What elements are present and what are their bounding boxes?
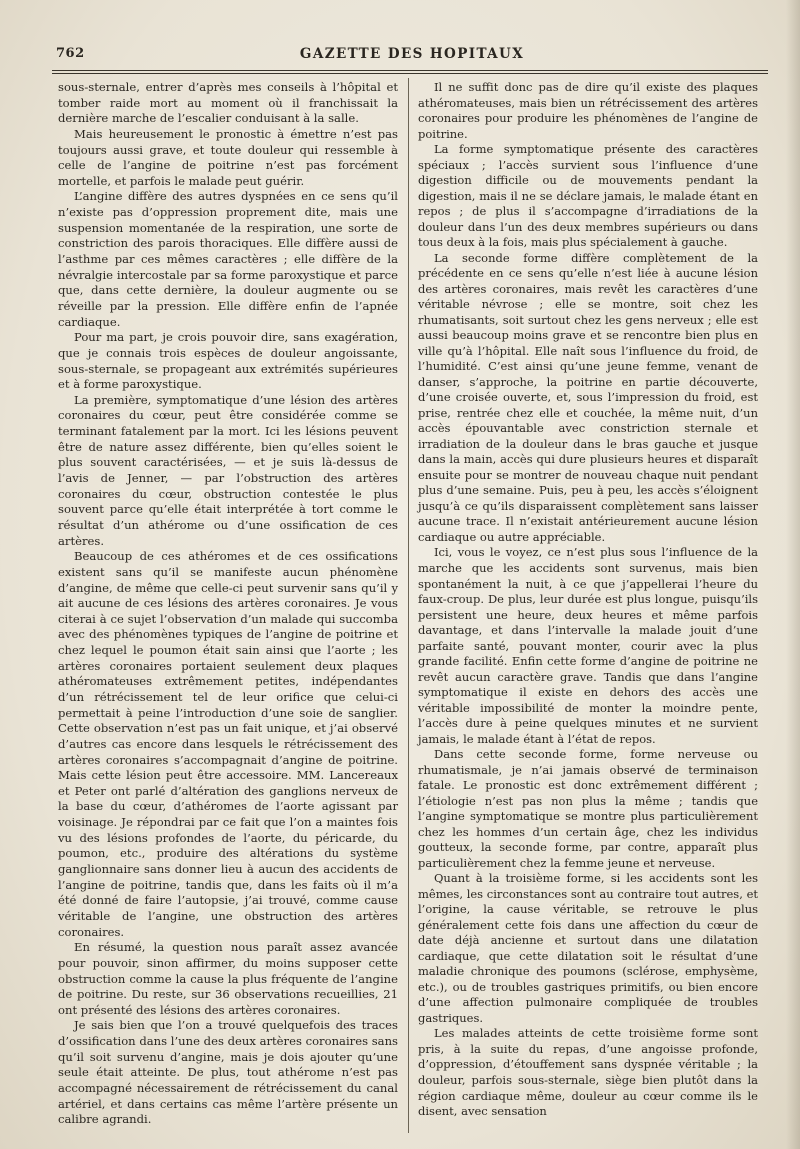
paragraph: En résumé, la question nous paraît assez avancée pour pouvoir, sinon affirmer, du moins supposer cette obstruction comme la cause la plus fréquente de l’angine de poitrine. Du reste, sur 36 observations recueillies, 21 ont présenté des lésions des artères coronaires. xyxy=(58,940,398,1017)
paragraph: Il ne suffit donc pas de dire qu’il existe des plaques athéromateuses, mais bien un rétrécissement des artères coronaires pour produire les phénomènes de l’angine de poitrine. xyxy=(418,80,758,141)
paragraph: Quant à la troisième forme, si les accidents sont les mêmes, les circonstances sont au contraire tout autres, et l’origine, la cause véritable, se retrouve le plus généralement cette fois dans une affection du cœur de date déjà ancienne et surtout dans une dilatation cardiaque, que cette dilatation soit le résultat d’une maladie chronique des poumons (sclérose, emphysème, etc.), ou de troubles gastriques primitifs, ou bien encore d’une affection pulmonaire compliquée de troubles gastriques. xyxy=(418,871,758,1025)
page-header xyxy=(56,46,768,64)
paragraph: La seconde forme diffère complètement de la précédente en ce sens qu’elle n’est liée à aucune lésion des artères coronaires, mais revêt les caractères d’une véritable névrose ; elle se montre, soit chez les rhumatisants, soit surtout chez les gens nerveux ; elle est aussi beaucoup moins grave et se rencontre bien plus en ville qu’à l’hôpital. Elle naît sous l’influence du froid, de l’humidité. C’est ainsi qu’une jeune femme, venant de danser, s’approche, la poitrine en partie découverte, d’une croisée ouverte, et, sous l’impression du froid, est prise, rentrée chez elle et couchée, la même nuit, d’un accès épouvantable avec constriction sternale et irradiation de la douleur dans le bras gauche et jusque dans la main, accès qui dure plusieurs heures et disparaît ensuite pour se montrer de nouveau chaque nuit pendant plus d’une semaine. Puis, peu à peu, les accès s’éloignent jusqu’à ce qu’ils disparaissent complètement sans laisser aucune trace. Il n’existait antérieurement aucune lésion cardiaque ou autre appréciable. xyxy=(418,250,758,544)
paragraph: Ici, vous le voyez, ce n’est plus sous l’influence de la marche que les accidents sont survenus, mais bien spontanément la nuit, à ce que j’appellerai l’heure du faux-croup. De plus, leur durée est plus longue, puisqu’ils persistent une heure, deux heures et même parfois davantage, et dans l’intervalle la malade jouit d’une parfaite santé, pouvant monter, courir avec la plus grande facilité. Enfin cette forme d’angine de poitrine ne revêt aucun caractère grave. Tandis que dans l’angine symptomatique il existe en dehors des accès une véritable impossibilité de monter la moindre pente, l’accès dure à peine quelques minutes et ne survient jamais, le malade étant à l’état de repos. xyxy=(418,545,758,746)
left-column xyxy=(58,80,398,1128)
paragraph: Pour ma part, je crois pouvoir dire, sans exagération, que je connais trois espèces de douleur angoissante, sous-sternale, se propageant aux extrémités supérieures et à forme paroxystique. xyxy=(58,330,398,392)
column-divider xyxy=(408,78,409,1133)
paragraph: Mais heureusement le pronostic à émettre n’est pas toujours aussi grave, et toute douleur qui ressemble à celle de l’angine de poitrine n’est pas forcément mortelle, et parfois le malade peut guérir. xyxy=(58,126,398,188)
paragraph: Les malades atteints de cette troisième forme sont pris, à la suite du repas, d’une angoisse profonde, d’oppression, d’étouffement sans dyspnée véritable ; la douleur, parfois sous-sternale, siège bien plutôt dans la région cardiaque même, douleur au cœur comme ils le disent, avec sensation xyxy=(418,1026,758,1119)
header-rule-thin xyxy=(52,73,768,74)
paragraph: L’angine diffère des autres dyspnées en ce sens qu’il n’existe pas d’oppression proprement dite, mais une suspension momentanée de la respiration, une sorte de constriction des parois thoraciques. Elle diffère aussi de l’asthme par ces mêmes caractères ; elle diffère de la névralgie intercostale par sa forme paroxystique et parce que, dans cette dernière, la douleur augmente ou se réveille par la pression. Elle diffère enfin de l’apnée cardiaque. xyxy=(58,189,398,329)
paragraph: La première, symptomatique d’une lésion des artères coronaires du cœur, peut être considérée comme se terminant fatalement par la mort. Ici les lésions peuvent être de nature assez différente, bien qu’elles soient le plus souvent caractérisées, — et je suis là-dessus de l’avis de Jenner, — par l’obstruction des artères coronaires du cœur, obstruction contestée le plus souvent parce qu’elle était interprétée à tort comme le résultat d’un athérome ou d’une ossification de ces artères. xyxy=(58,392,398,548)
paragraph: Beaucoup de ces athéromes et de ces ossifications existent sans qu’il se manifeste aucun phénomène d’angine, de même que celle-ci peut survenir sans qu’il y ait aucune de ces lésions des artères coronaires. Je vous citerai à ce sujet l’observation d’un malade qui succomba avec des phénomènes typiques de l’angine de poitrine et chez lequel le poumon était sain ainsi que l’aorte ; les artères coronaires portaient seulement deux plaques athéromateuses extrêmement petites, indépendantes d’un rétrécissement tel de leur orifice que celui-ci permettait à peine l’introduction d’une soie de sanglier. Cette observation n’est pas un fait unique, et j’ai observé d’autres cas encore dans lesquels le rétrécissement des artères coronaires s’accompagnait d’angine de poitrine. Mais cette lésion peut être accessoire. MM. Lancereaux et Peter ont parlé d’altération des ganglions nerveux de la base du cœur, d’athéromes de l’aorte agissant par voisinage. Je répondrai par ce fait que l’on a maintes fois vu des lésions profondes de l’aorte, du péricarde, du poumon, etc., produire des altérations du système ganglionnaire sans donner lieu à aucun des accidents de l’angine de poitrine, tandis que, dans les faits où il m’a été donné de faire l’autopsie, j’ai trouvé, comme cause véritable de l’angine, une obstruction des artères coronaires. xyxy=(58,549,398,939)
running-title: GAZETTE DES HOPITAUX xyxy=(299,46,525,62)
paragraph: La forme symptomatique présente des caractères spéciaux ; l’accès survient sous l’influence d’une digestion difficile ou de mouvements pendant la digestion, mais il ne se déclare jamais, le malade étant en repos ; de plus il s’accompagne d’irradiations de la douleur dans l’un des deux membres supérieurs ou dans tous deux à la fois, mais plus spécialement à gauche. xyxy=(418,142,758,250)
paragraph: sous-sternale, entrer d’après mes conseils à l’hôpital et tomber raide mort au moment où il franchissait la dernière marche de l’escalier conduisant à la salle. xyxy=(58,80,398,126)
right-column xyxy=(418,80,758,1120)
header-rule xyxy=(52,70,768,71)
page-number: 762 xyxy=(56,46,85,61)
paragraph: Dans cette seconde forme, forme nerveuse ou rhumatismale, je n’ai jamais observé de terminaison fatale. Le pronostic est donc extrêmement différent ; l’étiologie n’est pas non plus la même ; tandis que l’angine symptomatique se montre plus particulièrement chez les hommes d’un certain âge, chez les individus goutteux, la seconde forme, par contre, apparaît plus particulièrement chez la femme jeune et nerveuse. xyxy=(418,747,758,870)
paragraph: Je sais bien que l’on a trouvé quelquefois des traces d’ossification dans l’une des deux artères coronaires sans qu’il soit survenu d’angine, mais je dois ajouter qu’une seule était atteinte. De plus, tout athérome n’est pas accompagné nécessairement de rétrécissement du canal artériel, et dans certains cas même l’artère présente un calibre agrandi. xyxy=(58,1018,398,1127)
